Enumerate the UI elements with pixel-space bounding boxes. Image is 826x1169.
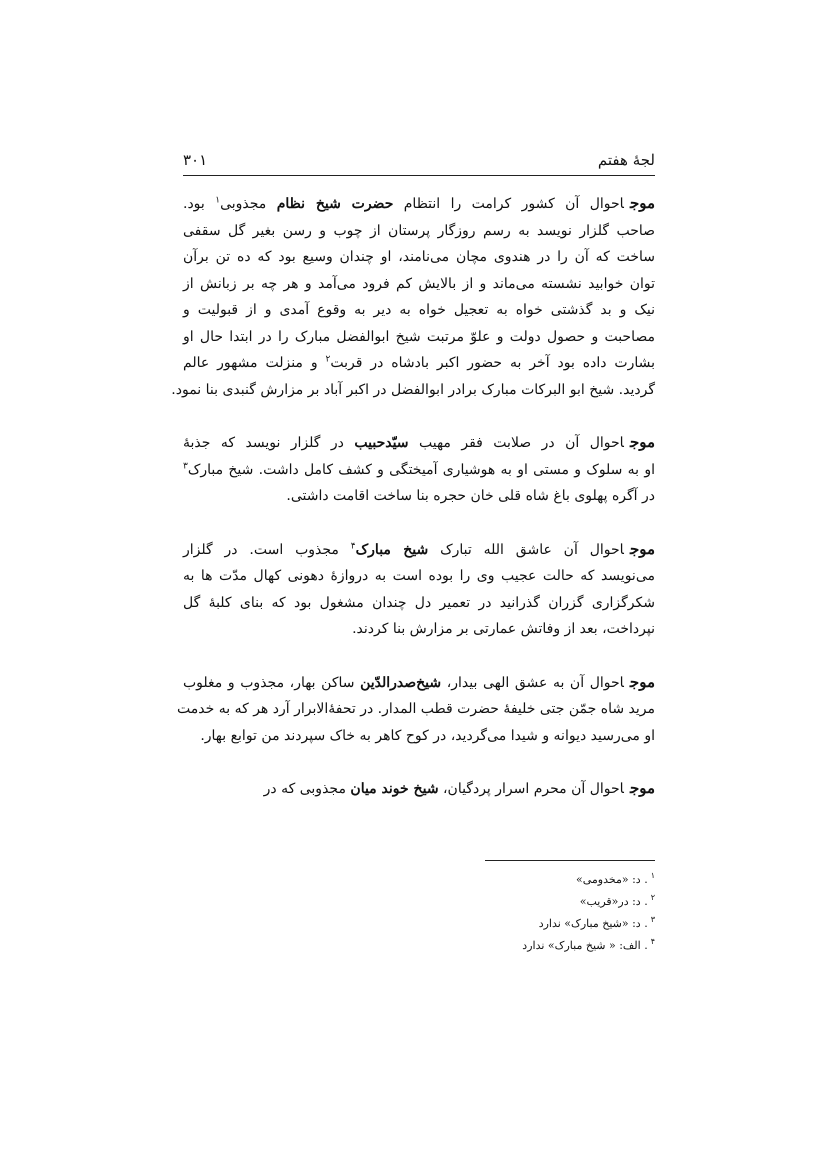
person-name: شیخ مبارک [355,541,429,558]
text-segment: مرید شاه جمّن جتی خلیفۀ حضرت قطب المدار. در تحفۀالابرار آرد هر که به خدمت [177,701,655,717]
text-segment: ساکن بهار، مجذوب و مغلوب [183,674,361,691]
footnotes [183,860,655,957]
paragraph-lead-word: موج [629,672,655,691]
text-line [183,536,655,564]
text-line [183,297,655,324]
footnote-ref: ۱ [215,195,221,206]
text-line [183,218,655,245]
body-text [171,190,656,803]
text-line [177,696,655,723]
footnote-number: ۳ [650,915,655,925]
footnote-number: ۲ [650,893,655,903]
text-segment: نیک و بد گذشتی خواه به تعجیل خواه به دیر به وقوع آمدی و از قبولیت و [183,302,655,318]
footnote-ref: ۲ [325,354,331,365]
footnote-ref: ۴ [350,540,356,551]
text-segment: مصاحبت و حصول دولت و علوّ مرتبت شیخ ابوالفضل مبارک را در ابتدا حال او [183,328,655,345]
person-name: شیخ‌صدرالدّین [360,674,442,691]
footnote-rule [485,860,655,861]
footnote-number: ۱ [650,871,655,881]
footnote-ref: ۳ [183,460,188,471]
text-line [183,271,655,298]
text-segment: احوال آن محرم اسرار پردگیان، [438,781,624,797]
text-line [183,590,655,617]
text-line [183,669,655,697]
text-segment: او به سلوک و مستی او به هوشیاری آمیختگی و کشف کامل داشت. شیخ مبارک [187,461,655,478]
text-segment: شکرگزاری گزران گذرانید در تعمیر دل چندان مشغول بود که بنای کلبۀ گل [183,594,655,611]
text-line [183,244,655,271]
text-segment: نپرداخت، بعد از وفاتش عمارتی بر مزارش بنا کردند. [352,621,655,637]
text-segment: در گلزار نویسد که جذبۀ [183,435,355,451]
footnote-list [183,869,655,957]
text-line [183,350,655,377]
text-segment: ساخت که آن را در هندوی مچان می‌نامند، او چندان وسیع بود که ده تن برآن [183,249,655,265]
footnote-text: . د: «مخدومی» [576,873,648,886]
person-name: شیخ خوند میان [350,781,439,797]
text-segment: مجذوبی [220,196,277,212]
paragraph [183,536,655,643]
paragraph-lead-word: موج [629,539,656,558]
text-segment: احوال آن در صلابت فقر مهیب [408,435,624,451]
text-segment: بود. [183,196,216,212]
text-line [183,324,655,351]
paragraph [183,429,655,510]
text-segment: احوال آن عاشق الله تبارک [428,541,624,558]
text-segment: می‌نویسد که حالت عجیب وی را بوده است به دروازۀ دهونی کهال مدّت ها به [183,568,655,584]
paragraph [183,775,655,803]
text-segment: او می‌رسید دیوانه و شیدا می‌گردید، در کوح کاهر به خاک سپردند من توابع بهار. [200,727,655,744]
paragraph [177,669,655,750]
footnote-item [183,891,655,913]
person-name: حضرت شیخ نظام [276,196,394,212]
text-line [183,616,655,643]
paragraph [171,190,655,403]
page-number: ۳۰۱ [183,151,208,169]
paragraph-lead-word: موج [629,433,655,451]
footnote-number: ۴ [650,937,655,947]
paragraph-lead-word: موج [629,194,655,212]
paragraph-lead-word: موج [629,779,655,797]
text-line [183,775,655,803]
text-segment: احوال آن به عشق الهی بیدار، [441,674,624,691]
text-segment: در آگره پهلوی باغ شاه قلی خان حجره بنا ساخت اقامت داشتی. [286,488,655,504]
footnote-text: . الف: « شیخ مبارک» ندارد [522,939,648,952]
text-segment: احوال آن کشور کرامت را انتظام [393,196,624,212]
text-line [183,190,655,218]
text-segment: مجذوبی که در [263,781,351,797]
text-segment: بشارت داده بود آخر به حضور اکبر بادشاه در قربت [330,355,655,371]
text-line [183,563,655,590]
footnote-item [183,869,655,891]
text-line [183,457,655,484]
footnote-text: . د: «شیخ مبارک» ندارد [538,917,648,930]
page-header [183,147,655,176]
text-segment: توان خوابید نشسته می‌ماند و از بالایش کم فرود می‌آمد و هر چه بر زبانش از [183,275,655,292]
text-line [183,429,655,457]
footnote-text: . د: در«قریب» [579,895,648,908]
text-line [183,483,655,510]
text-line [171,377,655,404]
chapter-title: لجۀ هفتم [597,151,655,169]
text-segment: مجذوب است. در گلزار [183,541,351,558]
text-segment: و منزلت مشهور عالم [183,355,326,371]
text-segment: صاحب گلزار نویسد به رسم روزگار پرستان از چوب و رسن بغیر گل سقفی [183,222,655,239]
person-name: سیّدحبیب [354,435,409,451]
text-segment: گردید. شیخ ابو البرکات مبارک برادر ابوالفضل در اکبر آباد بر مزارش گنبدی بنا نمود. [171,381,655,398]
text-line [183,723,655,750]
footnote-item [183,935,655,957]
footnote-item [183,913,655,935]
